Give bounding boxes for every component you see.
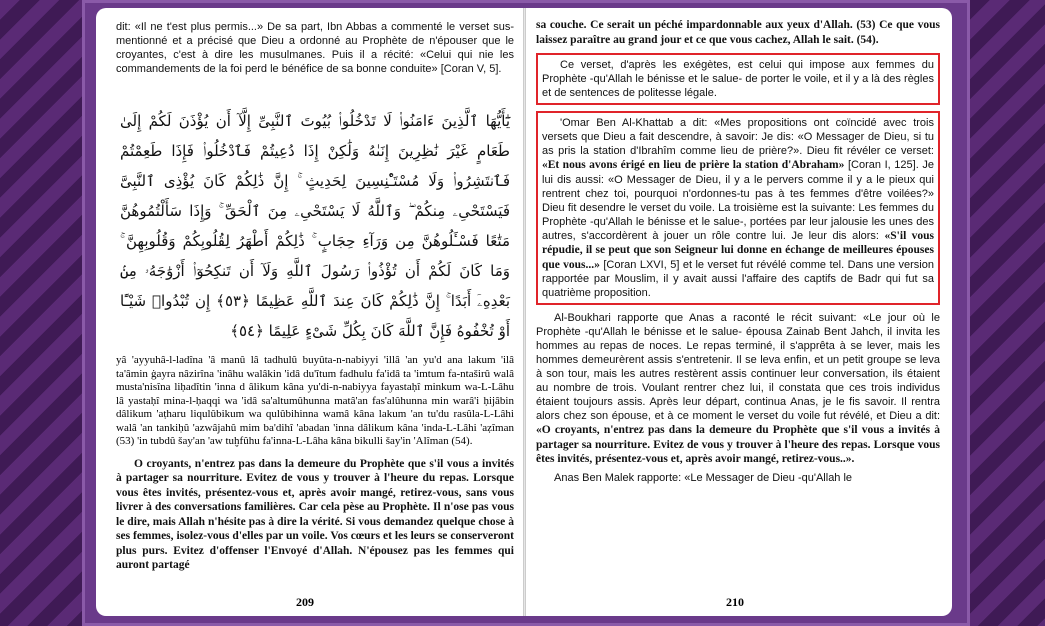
page-number-left: 209 — [296, 595, 314, 609]
transliteration-paragraph: yâ 'ayyuhâ-l-ladîna 'â manû lâ tadhulû buyûta-n-nabiyyi 'illâ 'an yu'd ana lakum 'ilâ ta'âmin ġayra nâzirîna 'inâhu walâkin 'idâ du'îtum fadhulu fa'idâ ta 'imtum fa-ntaširû walâ musta'nisîna liḥadîtin 'inna d âlikum kâna yu'di-n-nabiyya fayastaḥî minkum wa-L-Lâhu lâ yastaḥî mina-l-ḥaqqi wa 'idâ sa'altumûhunna matâ'an fas'alûhunna min warâ'i ḥijâbin dâlikum 'aṭharu liqulûbikum wa qulûbihinna wamâ kâna lakum 'an tu'du rasûla-L-Lâhi walâ 'an tankiḥû 'azwâjahû mim ba'dihî 'abadan 'inna dâlikum kâna 'inda-L-Lâhi 'aẓîman (53) 'in tubdû šay'an 'aw tuḫfûhu fa'inna-L-Lâha kâna bikulli šay'in 'Alîman (54). — [116, 354, 514, 447]
omar-text-start: 'Omar Ben Al-Khattab a dit: «Mes propositions ont coïncidé avec trois versets que Dieu a fait descendre, à savoir: Je dis: «O Messager de Dieu, si tu as pris la station d'Ibrahîm comme lieu de prière?». Dieu fit révéler ce verset: — [542, 117, 934, 157]
arabic-verse: يَٰٓأَيُّهَا ٱلَّذِينَ ءَامَنُوا۟ لَا تَدْخُلُوا۟ بُيُوتَ ٱلنَّبِىِّ إِلَّآ أَن يُؤْذَنَ لَكُمْ إِلَىٰ طَعَامٍ غَيْرَ نَٰظِرِينَ إِنَىٰهُ وَلَٰكِنْ إِذَا دُعِيتُمْ فَٱدْخُلُوا۟ فَإِذَا طَعِمْتُمْ فَٱنتَشِرُوا۟ وَلَا مُسْتَـْٔنِسِينَ لِحَدِيثٍ ۚ إِنَّ ذَٰلِكُمْ كَانَ يُؤْذِى ٱلنَّبِىَّ فَيَسْتَحْىِۦ مِنكُمْ ۖ وَٱللَّهُ لَا يَسْتَحْىِۦ مِنَ ٱلْحَقِّ ۚ وَإِذَا سَأَلْتُمُوهُنَّ مَتَٰعًا فَسْـَٔلُوهُنَّ مِن وَرَآءِ حِجَابٍ ۚ ذَٰلِكُمْ أَطْهَرُ لِقُلُوبِكُمْ وَقُلُوبِهِنَّ ۚ وَمَا كَانَ لَكُمْ أَن تُؤْذُوا۟ رَسُولَ ٱللَّهِ وَلَآ أَن تَنكِحُوٓا۟ أَزْوَٰجَهُۥ مِنۢ بَعْدِهِۦٓ أَبَدًا ۚ إِنَّ ذَٰلِكُمْ كَانَ عِندَ ٱللَّهِ عَظِيمًا ﴿٥٣﴾ إِن تُبْدُوا۟ شَيْـًٔا أَوْ تُخْفُوهُ فَإِنَّ ٱللَّهَ كَانَ بِكُلِّ شَىْءٍ عَلِيمًا ﴿٥٤﴾ — [120, 112, 511, 340]
book-spread — [96, 8, 952, 616]
omar-quote-1: «Et nous avons érigé en lieu de prière la station d'Abraham» — [542, 159, 845, 171]
exegetes-paragraph: Ce verset, d'après les exégètes, est celui qui impose aux femmes du Prophète -qu'Allah le bénisse et le salue- de porter le voile, et il y a là des règles et de sentences de politesse légale. — [542, 59, 934, 99]
left-intro-paragraph: dit: «Il ne t'est plus permis...» De sa part, Ibn Abbas a commenté le verset sus-mentionné et a précisé que Dieu a ordonné au Prophète de n'épouser que le croyantes, c'est à dire les musulmanes. Puis il a récité: «Celui qui nie les commandements de la foi perd le bénéfice de sa bonne conduite» [Coran V, 5]. — [116, 21, 514, 75]
right-page — [526, 8, 952, 616]
bukhari-quote: «O croyants, n'entrez pas dans la demeure du Prophète que s'il vous a invités à partager sa nourriture. Evitez de vous y trouver à l'heure des repas. Lorsque vous êtes invités, présentez-vous et, après avoir mangé, retirez-vous..». — [536, 424, 940, 465]
omar-quote-2: «S'il vous répudie, il se peut que son Seigneur lui donne en échange de meilleures épouses que vous...» — [542, 229, 934, 271]
omar-text-end: [Coran LXVI, 5] et le verset fut révélé comme tel. Dans une version rapportée par Mouslim, il y avait aussi l'affaire des captifs de Badr qui fut sa quatrième proposition. — [542, 258, 934, 299]
omar-paragraph — [542, 116, 934, 300]
highlight-box-1 — [536, 53, 940, 105]
anas-paragraph: Anas Ben Malek rapporte: «Le Messager de Dieu -qu'Allah le — [554, 471, 853, 484]
highlight-box-2 — [536, 111, 940, 305]
left-page — [96, 8, 524, 616]
bukhari-text: Al-Boukhari rapporte que Anas a raconté le récit suivant: «Le jour où le Prophète -qu'Allah le bénisse et le salue- épousa Zainab Bent Jahch, il invita les hommes au repas de noces. Le repas terminé, il s'apprêta à se lever, mais les hommes demeurèrent assis s'entretenir. Il se leva enfin, et un petit groupe se leva à son tour, mais les autres restèrent assis continuer leur conversation, ils étaient au nombre de trois. Voulant rentrer chez lui, il constata que ces trois individus étaient toujours assis. Après leur départ, continua Anas, je le fis savoir. Il rentra alors chez son épouse, et à ce moment le verset du voile fut révélé, et Dieu a dit: — [536, 312, 940, 422]
page-number-right: 210 — [726, 595, 744, 609]
omar-text-mid: [Coran I, 125]. Je lui dis aussi: «O Messager de Dieu, il y a le pervers comme il y a le pieux qui rentrent chez toi, pourquoi n'ordonnes-tu pas à tes femmes d'être voilées?» Dieu fit desendre le verset du voile. La troisième est la suivante: Les femmes du Prophète -qu'Allah le bénisse et le salue-, portées par leur jalousie les unes des autres, s'accordèrent à jouer un rôle contre lui. Je leur dis alors: — [542, 159, 934, 242]
translation-paragraph: O croyants, n'entrez pas dans la demeure du Prophète que s'il vous a invités à partager sa nourriture. Evitez de vous y trouver à l'heure du repas. Lorsque vous êtes invités, présentez-vous et, après avoir mangé, retirez-vous, sans vous livrer à des conversations familières. Car cela pèse au Prophète. Il n'ose pas vous le dire, mais Allah n'hésite pas à dire la vérité. Si vous demandez quelque chose à ses femmes, isolez-vous d'elles par un voile. Vos cœurs et les leurs se conserveront plus purs. Evitez d'offenser l'Envoyé d'Allah. N'épousez pas les femmes qui auront partagé — [116, 457, 514, 571]
right-continuation-paragraph: sa couche. Ce serait un péché impardonnable aux yeux d'Allah. (53) Ce que vous laissez paraître au grand jour et ce que vous cachez, Allah le sait. (54). — [536, 19, 940, 46]
bukhari-paragraph — [536, 311, 940, 467]
